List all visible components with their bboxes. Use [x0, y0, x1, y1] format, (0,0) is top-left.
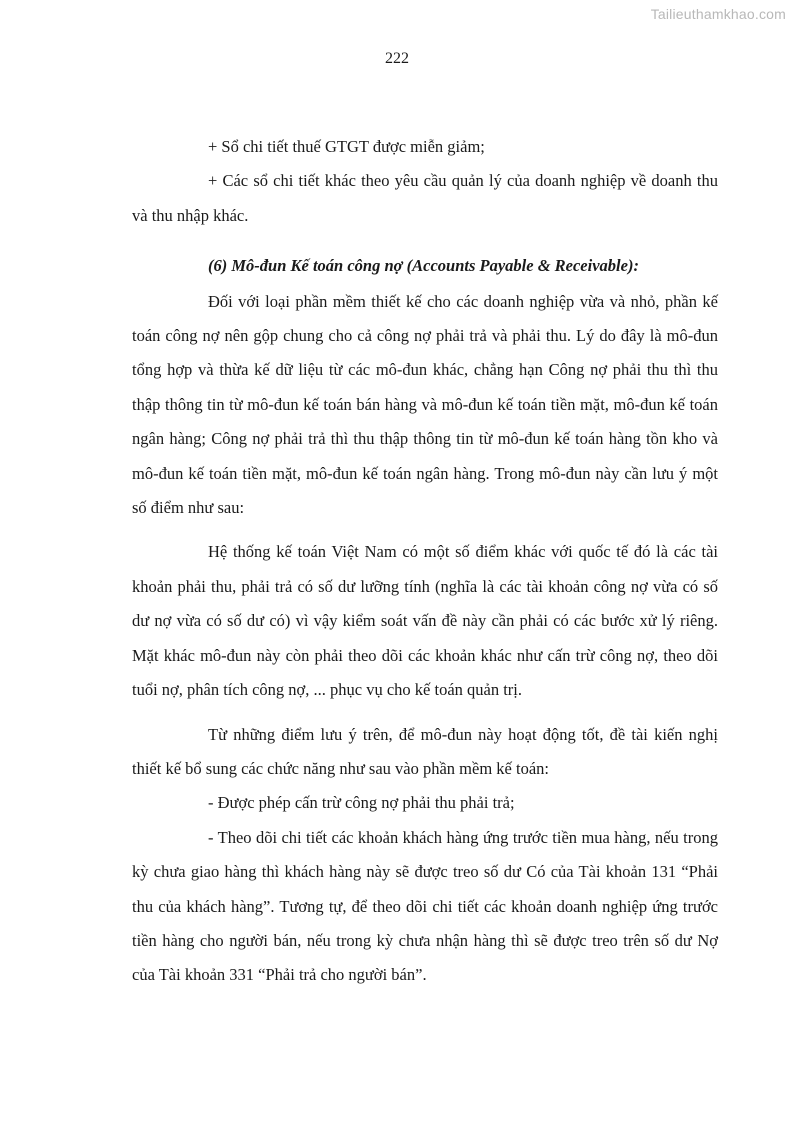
page-number: 222 — [385, 50, 409, 67]
paragraph-module-intro: Đối với loại phần mềm thiết kế cho các doanh nghiệp vừa và nhỏ, phần kế toán công nợ nên gộp chung cho cả công nợ phải trả và phải thu. Lý do đây là mô-đun tổng hợp và thừa kế dữ liệu từ các mô-đun khác, chẳng hạn Công nợ phải thu thì thu thập thông tin từ mô-đun kế toán bán hàng và mô-đun kế toán tiền mặt, mô-đun kế toán ngân hàng; Công nợ phải trả thì thu thập thông tin từ mô-đun kế toán hàng tồn kho và mô-đun kế toán tiền mặt, mô-đun kế toán ngân hàng. Trong mô-đun này cần lưu ý một số điểm như sau: — [132, 291, 718, 518]
paragraph-vat-ledger: + Sổ chi tiết thuế GTGT được miễn giảm; — [208, 137, 485, 156]
paragraph-recommendation: Từ những điểm lưu ý trên, để mô-đun này hoạt động tốt, đề tài kiến nghị thiết kế bổ sung các chức năng như sau vào phần mềm kế toán: — [132, 724, 718, 778]
paragraph-other-ledgers: + Các sổ chi tiết khác theo yêu cầu quản lý của doanh nghiệp về doanh thu và thu nhập khác. — [132, 171, 718, 225]
list-item-advances: - Theo dõi chi tiết các khoản khách hàng ứng trước tiền mua hàng, nếu trong kỳ chưa giao hàng thì khách hàng này sẽ được treo số dư Có của Tài khoản 131 “Phải thu của khách hàng”. Tương tự, để theo dõi chi tiết các khoản doanh nghiệp ứng trước tiền hàng cho người bán, nếu trong kỳ chưa nhận hàng thì sẽ được treo trên số dư Nợ của Tài khoản 331 “Phải trả cho người bán”. — [132, 827, 718, 985]
list-item-offset: - Được phép cấn trừ công nợ phải thu phải trả; — [208, 793, 515, 813]
paragraph-vietnam-system: Hệ thống kế toán Việt Nam có một số điểm khác với quốc tế đó là các tài khoản phải thu, phải trả có số dư lưỡng tính (nghĩa là các tài khoản công nợ vừa có số dư nợ vừa có số dư có) vì vậy kiểm soát vấn đề này cần phải có các bước xử lý riêng. Mặt khác mô-đun này còn phải theo dõi các khoản khác như cấn trừ công nợ, theo dõi tuổi nợ, phân tích công nợ, ... phục vụ cho kế toán quản trị. — [132, 542, 718, 700]
section-heading: (6) Mô-đun Kế toán công nợ (Accounts Payable & Receivable): — [208, 256, 639, 276]
watermark: Tailieuthamkhao.com — [650, 6, 786, 22]
document-body — [132, 130, 718, 993]
